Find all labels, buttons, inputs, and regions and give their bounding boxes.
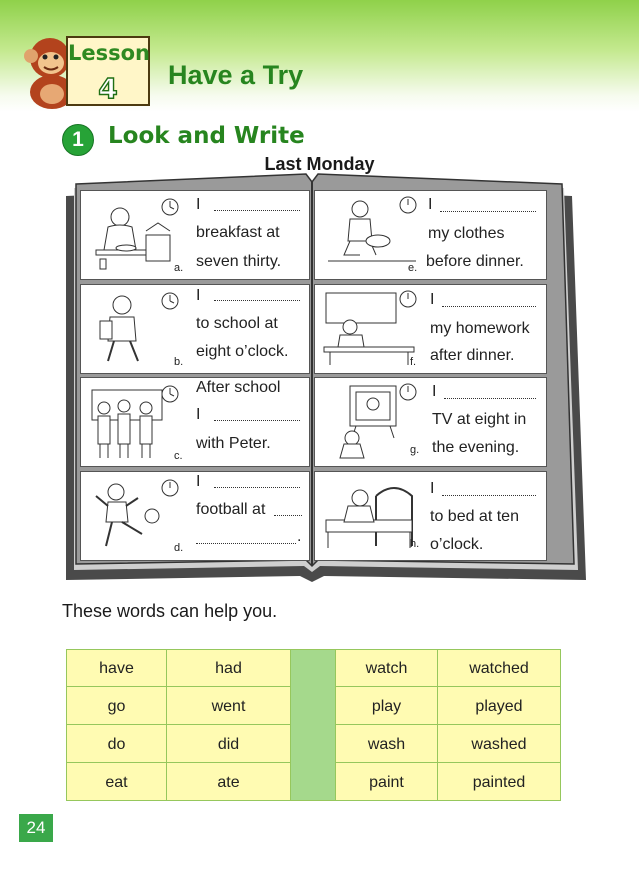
exercise-f-line-1: I bbox=[430, 291, 435, 308]
exercise-e-line-3: before dinner. bbox=[426, 253, 524, 270]
exercise-d-line-3: . bbox=[297, 528, 302, 545]
boy-walking-to-school-picture bbox=[86, 289, 186, 369]
word-cell: wash bbox=[335, 724, 438, 763]
word-cell: ate bbox=[166, 762, 291, 801]
section-number-badge: 1 bbox=[62, 124, 94, 156]
exercise-a-line-1: I bbox=[196, 196, 201, 213]
lesson-number: 4 bbox=[98, 72, 118, 105]
word-cell: paint bbox=[335, 762, 438, 801]
word-cell: played bbox=[437, 686, 561, 725]
unit-title: Have a Try bbox=[168, 60, 304, 90]
page-number: 24 bbox=[19, 814, 53, 842]
exercise-c-line-2: I bbox=[196, 406, 201, 423]
exercise-g-line-1: I bbox=[432, 383, 437, 400]
exercise-letter: h. bbox=[410, 538, 420, 550]
help-text: These words can help you. bbox=[62, 601, 278, 621]
exercise-letter: e. bbox=[408, 262, 418, 274]
word-cell: play bbox=[335, 686, 438, 725]
exercise-f-line-2: my homework bbox=[430, 320, 530, 337]
book-title: Last Monday bbox=[264, 154, 375, 174]
answer-blank bbox=[442, 495, 536, 496]
exercise-e-line-1: I bbox=[428, 196, 433, 213]
answer-blank bbox=[214, 420, 300, 421]
exercise-g-line-2: TV at eight in bbox=[432, 411, 527, 428]
answer-blank bbox=[440, 211, 536, 212]
exercise-g-line-3: the evening. bbox=[432, 439, 520, 456]
exercise-c-line-3: with Peter. bbox=[196, 435, 271, 452]
word-cell: watched bbox=[437, 649, 561, 687]
answer-blank bbox=[214, 487, 300, 488]
exercise-b-line-2: to school at bbox=[196, 315, 278, 332]
boy-watching-tv-picture bbox=[320, 382, 420, 462]
exercise-b-line-3: eight o’clock. bbox=[196, 343, 289, 360]
answer-blank bbox=[196, 543, 296, 544]
children-at-art-class-picture bbox=[86, 382, 186, 462]
exercise-b-line-1: I bbox=[196, 287, 201, 304]
exercise-d-line-1: I bbox=[196, 473, 201, 490]
exercise-a-line-2: breakfast at bbox=[196, 224, 280, 241]
table-middle-band bbox=[290, 649, 336, 801]
word-cell: have bbox=[66, 649, 167, 687]
word-cell: went bbox=[166, 686, 291, 725]
word-cell: had bbox=[166, 649, 291, 687]
exercise-f-line-3: after dinner. bbox=[430, 347, 515, 364]
exercise-h-line-3: o’clock. bbox=[430, 536, 484, 553]
word-cell: washed bbox=[437, 724, 561, 763]
word-cell: did bbox=[166, 724, 291, 763]
exercise-h-line-1: I bbox=[430, 480, 435, 497]
exercise-letter: g. bbox=[410, 444, 420, 456]
answer-blank bbox=[442, 306, 536, 307]
lesson-word: Lesson bbox=[68, 41, 151, 65]
exercise-letter: b. bbox=[174, 356, 184, 368]
exercise-letter: f. bbox=[410, 356, 417, 368]
word-table bbox=[66, 649, 561, 801]
answer-blank bbox=[274, 515, 302, 516]
exercise-e-line-2: my clothes bbox=[428, 225, 505, 242]
exercise-letter: c. bbox=[174, 450, 183, 462]
exercise-letter: a. bbox=[174, 262, 184, 274]
word-cell: eat bbox=[66, 762, 167, 801]
word-cell: painted bbox=[437, 762, 561, 801]
exercise-h-line-2: to bed at ten bbox=[430, 508, 519, 525]
section-title: Look and Write bbox=[108, 123, 305, 149]
boy-washing-clothes-picture bbox=[320, 195, 420, 275]
exercise-c-line-1: After school bbox=[196, 379, 281, 396]
answer-blank bbox=[214, 210, 300, 211]
word-cell: do bbox=[66, 724, 167, 763]
boy-doing-homework-picture bbox=[320, 289, 420, 369]
boy-going-to-bed-picture bbox=[320, 476, 420, 556]
word-cell: go bbox=[66, 686, 167, 725]
boy-eating-breakfast-picture bbox=[86, 195, 186, 275]
answer-blank bbox=[214, 300, 300, 301]
answer-blank bbox=[444, 398, 536, 399]
word-cell: watch bbox=[335, 649, 438, 687]
boy-playing-football-picture bbox=[86, 476, 186, 556]
exercise-a-line-3: seven thirty. bbox=[196, 253, 282, 270]
exercise-letter: d. bbox=[174, 542, 184, 554]
exercise-d-line-2: football at bbox=[196, 501, 266, 518]
